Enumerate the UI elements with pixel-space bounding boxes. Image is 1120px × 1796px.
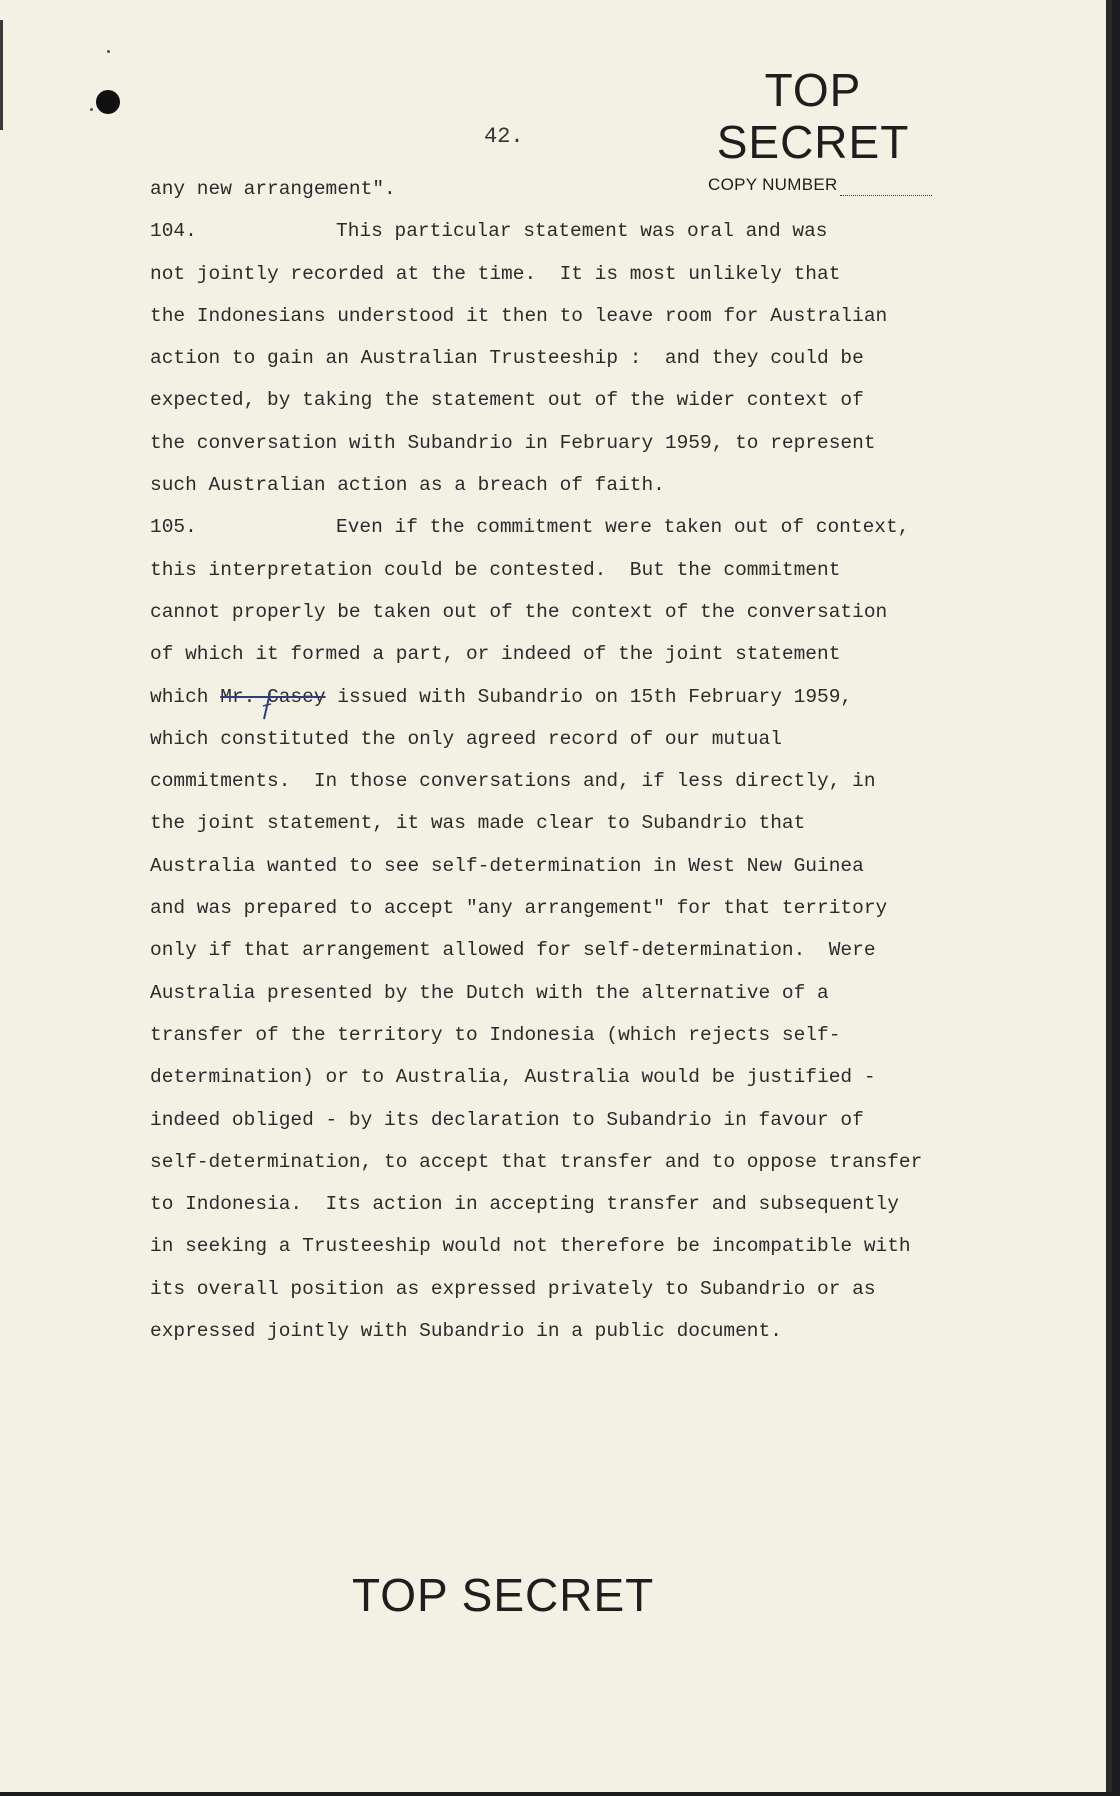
para-105-line: transfer of the territory to Indonesia (which rejects self- xyxy=(150,1023,841,1046)
para-105-line: which constituted the only agreed record of our mutual xyxy=(150,727,782,750)
para-105-line: in seeking a Trusteeship would not therefore be incompatible with xyxy=(150,1235,911,1258)
para-105-line: indeed obliged - by its declaration to Subandrio in favour of xyxy=(150,1108,864,1131)
para-104-line: 104. This particular statement was oral and was xyxy=(150,210,1030,252)
copy-number-label: COPY NUMBER xyxy=(708,175,838,194)
para-105-line: 105. Even if the commitment were taken out of context, xyxy=(150,506,1030,548)
para-104-line: the conversation with Subandrio in February 1959, to represent xyxy=(150,431,876,454)
para-105-line: cannot properly be taken out of the context of the conversation xyxy=(150,600,888,623)
para-104-line: action to gain an Australian Trusteeship : and they could be xyxy=(150,347,864,370)
para-105-line: commitments. In those conversations and, if less directly, in xyxy=(150,770,876,793)
para-105-line: Australia wanted to see self-determination in West New Guinea xyxy=(150,854,864,877)
para-104-line: such Australian action as a breach of faith. xyxy=(150,474,665,497)
para-105-line: this interpretation could be contested. But the commitment xyxy=(150,558,841,581)
para-105-casey-line: which Mr. Casey issued with Subandrio on 15th February 1959, xyxy=(150,685,853,708)
para-105-line: of which it formed a part, or indeed of the joint statement xyxy=(150,643,841,666)
para-105-line: its overall position as expressed privately to Subandrio or as xyxy=(150,1277,876,1300)
para-105-line: determination) or to Australia, Australia would be justified - xyxy=(150,1066,876,1089)
classification-bottom: TOP SECRET xyxy=(352,1569,655,1621)
para-105-line: self-determination, to accept that transfer and to oppose transfer xyxy=(150,1150,923,1173)
paragraph-number: 104. xyxy=(150,220,197,243)
para-105-line: Australia presented by the Dutch with the alternative of a xyxy=(150,981,829,1004)
classification-top: TOP SECRET xyxy=(716,64,910,168)
speck xyxy=(90,108,93,111)
document-body xyxy=(150,168,1030,1352)
page-number: 42. xyxy=(484,124,524,149)
paragraph-number: 105. xyxy=(150,516,197,539)
speck xyxy=(107,50,110,53)
para-105-line: and was prepared to accept "any arrangement" for that territory xyxy=(150,897,888,920)
page-edge-shadow xyxy=(0,20,3,130)
pen-insertion-mark-icon xyxy=(262,692,272,720)
para-105-line: to Indonesia. Its action in accepting transfer and subsequently xyxy=(150,1193,899,1216)
para-104-line: the Indonesians understood it then to leave room for Australian xyxy=(150,304,888,327)
para-104-line: expected, by taking the statement out of the wider context of xyxy=(150,389,864,412)
para-104-line: not jointly recorded at the time. It is most unlikely that xyxy=(150,262,841,285)
para-105-line: expressed jointly with Subandrio in a public document. xyxy=(150,1320,782,1343)
opening-line: any new arrangement". xyxy=(150,178,396,200)
punch-hole xyxy=(96,90,120,114)
para-105-line: only if that arrangement allowed for self-determination. Were xyxy=(150,939,876,962)
struck-out-name: Mr. Casey xyxy=(220,685,326,708)
para-105-line: the joint statement, it was made clear to Subandrio that xyxy=(150,812,806,835)
